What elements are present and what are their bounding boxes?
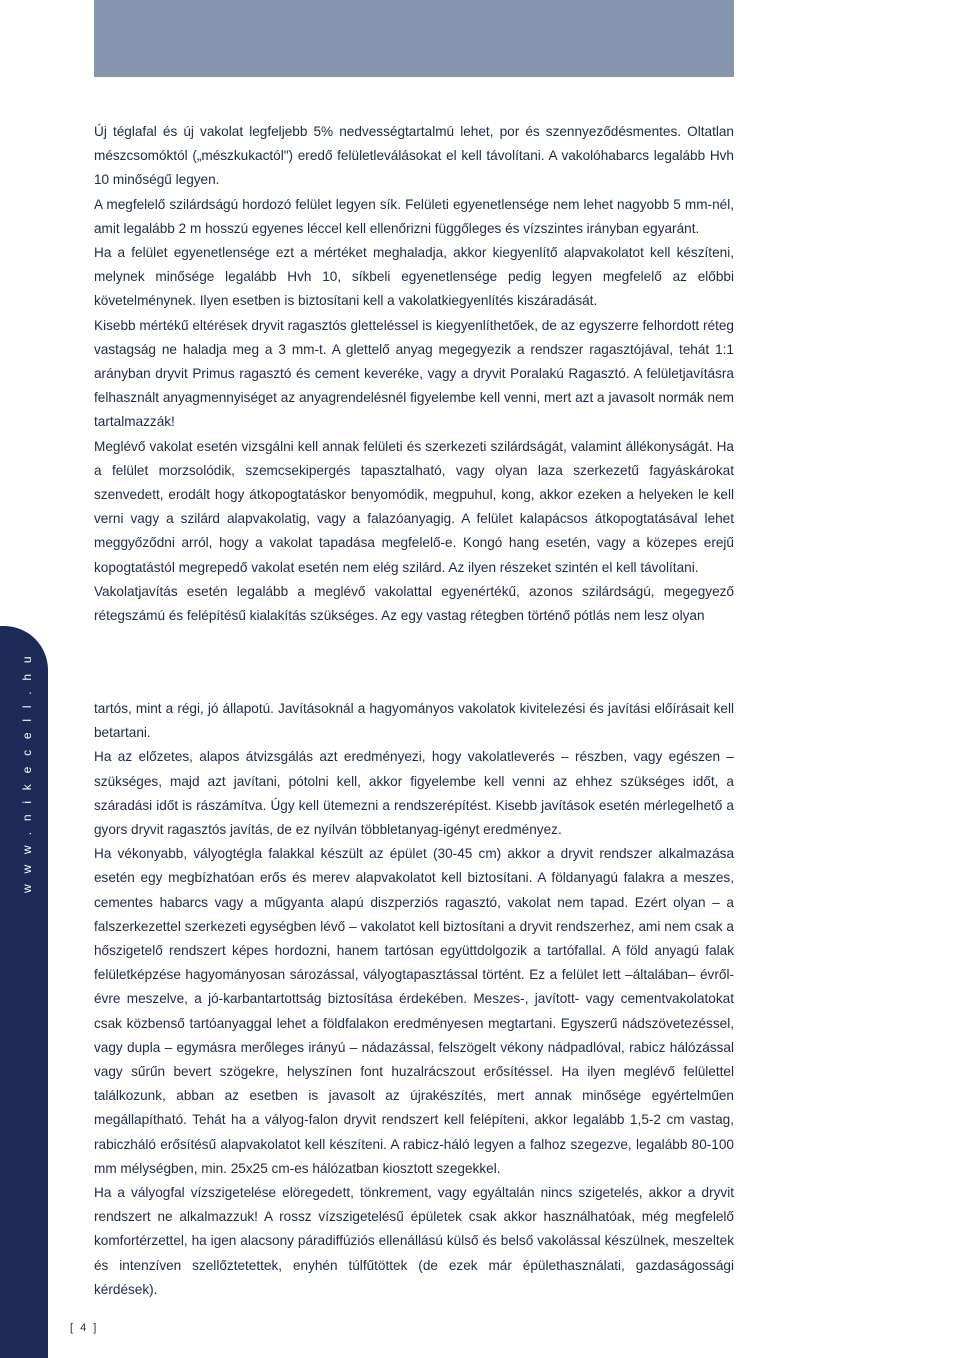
text-column-top [94,120,734,628]
header-banner [94,0,734,77]
website-url: www.nikecell.hu [20,645,34,893]
paragraph: Kisebb mértékű eltérések dryvit ragasztós gletteléssel is kiegyenlíthetőek, de az egyszerre felhordott réteg vastagság ne haladja meg a 3 mm-t. A glettelő anyag megegyezik a rendszer ragasztójával, tehát 1:1 arányban dryvit Primus ragasztó és cement keveréke, vagy a dryvit Poralakú Ragasztó. A felületjavításra felhasznált anyagmennyiséget az anyagrendelésnél figyelembe kell venni, mert azt a javasolt normák nem tartalmazzák! [94,317,734,430]
paragraph: A megfelelő szilárdságú hordozó felület legyen sík. Felületi egyenetlensége nem lehet nagyobb 5 mm-nél, amit legalább 2 m hosszú egyenes léccel kell ellenőrizni függőleges és vízszintes irányban egyaránt. [94,196,734,236]
text-column-bottom [94,697,734,1302]
paragraph: Ha a vályogfal vízszigetelése elöregedett, tönkrement, vagy egyáltalán nincs szigetelés, akkor a dryvit rendszert ne alkalmazzuk! A rossz vízszigetelésű épületek csak akkor használhatóak, még megfelelő komfortérzettel, ha igen alacsony páradiffúziós ellenállású külső és belső vakolással készülnek, meszeltek és intenzíven szellőztetettek, enyhén túlfűtöttek (de ezek már épülethasználati, gazdaságossági kérdések). [94,1185,734,1297]
paragraph: Meglévő vakolat esetén vizsgálni kell annak felületi és szerkezeti szilárdságát, valamint állékonyságát. Ha a felület morzsolódik, szemcsekipergés tapasztalható, vagy olyan laza szerkezetű fagyáskárokat szenvedett, erodált hogy átkopogtatáskor benyomódik, megpuhul, kong, akkor ezeken a helyeken le kell verni vagy a szilárd alapvakolatig, vagy a falazóanyagig. A felület kalapácsos átkopogtatásával lehet meggyőződni arról, hogy a vakolat tapadása megfelelő-e. Kongó hang esetén, vagy a közepes erejű kopogtatástól megrepedő vakolat esetén nem elég szilárd. Az ilyen részeket szintén el kell távolítani. [94,438,734,575]
paragraph: Ha az előzetes, alapos átvizsgálás azt eredményezi, hogy vakolatleverés – részben, vagy egészen – szükséges, majd azt javítani, pótolni kell, akkor figyelembe kell venni az ehhez szükséges időt, a száradási időt is rászámítva. Úgy kell ütemezni a rendszerépítést. Kisebb javítások esetén mérlegelhető a gyors dryvit ragasztós javítás, de ez nyílván többletanyag-igényt eredményez. [94,749,734,838]
paragraph: Vakolatjavítás esetén legalább a meglévő vakolattal egyenértékű, azonos szilárdságú, megegyező rétegszámú és felépítésű kialakítás szükséges. Az egy vastag rétegben történő pótlás nem lesz olyan [94,583,734,624]
paragraph: Ha a felület egyenetlensége ezt a mértéket meghaladja, akkor kiegyenlítő alapvakolatot kell készíteni, melynek minősége legalább Hvh 10, síkbeli egyenetlensége pedig legyen megfelelő az előbbi követelménynek. Ilyen esetben is biztosítani kell a vakolatkiegyenlítés kiszáradását. [94,245,734,309]
page-number: [ 4 ] [70,1322,99,1334]
paragraph: Új téglafal és új vakolat legfeljebb 5% nedvességtartalmú lehet, por és szennyeződésmentes. Oltatlan mészcsomóktól („mészkukactól") eredő felületleválásokat el kell távolítani. A vakolóhabarcs legalább Hvh 10 minőségű legyen. [94,124,734,188]
paragraph: Ha vékonyabb, vályogtégla falakkal készült az épület (30-45 cm) akkor a dryvit rendszer alkalmazása esetén egy megbízhatóan erős és merev alapvakolatot kell biztosítani. A földanyagú falakra a meszes, cementes habarcs vagy a műgyanta alapú diszperziós ragasztó, vakolat nem tapad. Ezért olyan – a falszerkezettel szerkezeti egységben lévő – vakolatot kell biztosítani a dryvit rendszerhez, ami nem csak a hőszigetelő rendszert képes hordozni, hanem tartósan együttdolgozik a tartófallal. A föld anyagú falak felületképzése hagyományosan sározással, vályogtapasztással történt. Ez a felület lett –általában– évről-évre meszelve, a jó-karbantartottság biztosítása érdekében. Meszes-, javított- vagy cementvakolatokat csak közbenső tartóanyaggal lehet a földfalakon eredményesen megtartani. Egyszerű nádszövetezéssel, vagy dupla – egymásra merőleges irányú – nádazással, felszögelt vékony nádpadlóval, rabicz hálózással vagy sűrűn bevert szögekre, helyszínen font huzalrácszout erősítéssel. Ha ilyen meglévő felülettel találkozunk, abban az esetben is javasolt az újrakészítés, mert annak minősége egyértelműen megállapítható. Tehát ha a vályog-falon dryvit rendszert kell felépíteni, akkor legalább 1,5-2 cm vastag, rabiczháló erősítésű alapvakolatot kell készíteni. A rabicz-háló legyen a falhoz szegezve, legalább 80-100 mm mélységben, min. 25x25 cm-es hálózatban kiosztott szegekkel. [94,846,734,1176]
paragraph: tartós, mint a régi, jó állapotú. Javításoknál a hagyományos vakolatok kivitelezési és javítási előírásait kell betartani. [94,701,734,741]
